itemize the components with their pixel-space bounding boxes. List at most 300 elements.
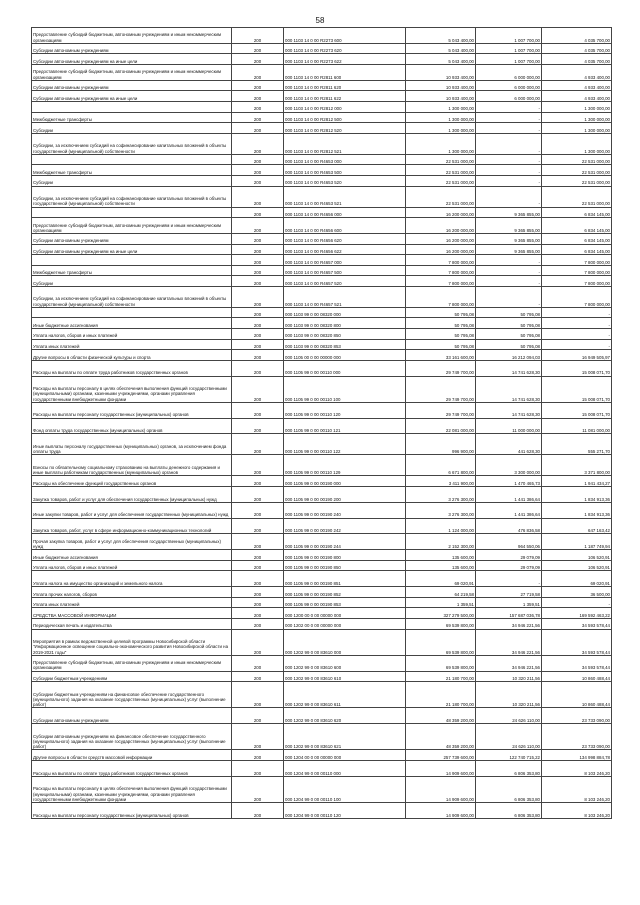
executed-amount-cell: - bbox=[476, 186, 542, 207]
remaining-amount-cell: 6 834 145,00 bbox=[542, 244, 612, 255]
executed-amount-cell: - bbox=[476, 112, 542, 123]
table-row bbox=[32, 760, 612, 776]
approved-amount-cell: 7 800 000,00 bbox=[406, 255, 476, 266]
classification-code-cell: 000 1202 99 0 00 83610 610 bbox=[284, 671, 406, 682]
expense-name-cell: Уплата налога на имущество организаций и земельного налога bbox=[32, 571, 232, 587]
approved-amount-cell: 1 359,51 bbox=[406, 597, 476, 608]
executed-amount-cell: 11 000 000,00 bbox=[476, 418, 542, 434]
table-row bbox=[32, 133, 612, 154]
table-row bbox=[32, 339, 612, 350]
remaining-amount-cell: - bbox=[542, 307, 612, 318]
approved-amount-cell: 69 539 800,00 bbox=[406, 655, 476, 671]
approved-amount-cell: 14 909 600,00 bbox=[406, 802, 476, 818]
ved-code-cell: 200 bbox=[232, 571, 284, 587]
remaining-amount-cell: 6 834 145,00 bbox=[542, 207, 612, 218]
expense-name-cell bbox=[32, 255, 232, 266]
expense-name-cell: Периодическая печать и издательства bbox=[32, 618, 232, 629]
approved-amount-cell: 5 043 400,00 bbox=[406, 54, 476, 65]
expense-name-cell: Межбюджетные трансферты bbox=[32, 265, 232, 276]
approved-amount-cell: 16 200 000,00 bbox=[406, 218, 476, 234]
ved-code-cell: 200 bbox=[232, 218, 284, 234]
approved-amount-cell: 7 800 000,00 bbox=[406, 276, 476, 287]
expense-name-cell: Субсидии бюджетным учреждениям на финансовое обеспечение государственного (муниципального) задания на оказание государственных (муниципальных) услуг (выполнение работ) bbox=[32, 682, 232, 708]
approved-amount-cell: 10 933 400,00 bbox=[406, 91, 476, 102]
remaining-amount-cell: - bbox=[542, 597, 612, 608]
remaining-amount-cell: 7 800 000,00 bbox=[542, 286, 612, 307]
ved-code-cell: 200 bbox=[232, 629, 284, 655]
table-row bbox=[32, 233, 612, 244]
expense-name-cell: Уплата прочих налогов, сборов bbox=[32, 587, 232, 598]
classification-code-cell: 000 1103 14 0 00 R4653 000 bbox=[284, 154, 406, 165]
ved-code-cell: 200 bbox=[232, 123, 284, 134]
classification-code-cell: 000 1204 99 0 00 00110 120 bbox=[284, 802, 406, 818]
executed-amount-cell: 476 836,58 bbox=[476, 518, 542, 534]
approved-amount-cell: 996 900,00 bbox=[406, 434, 476, 455]
classification-code-cell: 000 1105 99 0 00 00190 244 bbox=[284, 534, 406, 550]
table-row bbox=[32, 502, 612, 518]
table-row bbox=[32, 307, 612, 318]
approved-amount-cell: 135 600,00 bbox=[406, 550, 476, 561]
page-number: 58 bbox=[315, 16, 325, 25]
remaining-amount-cell: 15 008 071,70 bbox=[542, 402, 612, 418]
approved-amount-cell: 22 531 000,00 bbox=[406, 165, 476, 176]
ved-code-cell: 200 bbox=[232, 518, 284, 534]
remaining-amount-cell: 8 103 246,20 bbox=[542, 802, 612, 818]
approved-amount-cell: 29 749 700,00 bbox=[406, 402, 476, 418]
remaining-amount-cell: 10 860 488,44 bbox=[542, 671, 612, 682]
executed-amount-cell: 1 441 386,64 bbox=[476, 502, 542, 518]
table-row bbox=[32, 360, 612, 376]
classification-code-cell: 000 1202 99 0 00 83610 611 bbox=[284, 682, 406, 708]
remaining-amount-cell: 1 187 749,94 bbox=[542, 534, 612, 550]
expense-name-cell: Субсидии автономным учреждениям bbox=[32, 708, 232, 724]
classification-code-cell: 000 1103 14 0 00 R4657 500 bbox=[284, 265, 406, 276]
ved-code-cell: 200 bbox=[232, 724, 284, 750]
ved-code-cell: 200 bbox=[232, 101, 284, 112]
budget-table-body bbox=[32, 28, 612, 819]
remaining-amount-cell: 7 800 000,00 bbox=[542, 276, 612, 287]
classification-code-cell: 000 1105 99 0 00 00190 240 bbox=[284, 502, 406, 518]
approved-amount-cell: 10 933 400,00 bbox=[406, 64, 476, 80]
table-row bbox=[32, 101, 612, 112]
classification-code-cell: 000 1103 14 0 00 R2812 000 bbox=[284, 101, 406, 112]
remaining-amount-cell: 7 800 000,00 bbox=[542, 255, 612, 266]
expense-name-cell: Расходы на выплаты персоналу государственных (муниципальных) органов bbox=[32, 402, 232, 418]
executed-amount-cell: 1 007 700,00 bbox=[476, 28, 542, 44]
executed-amount-cell: 1 441 386,64 bbox=[476, 487, 542, 503]
expense-name-cell: Расходы на выплаты персоналу в целях обеспечения выполнения функций государственными (муниципальными) органами, казенными учреждениями, органами управления государственными внебюджетными фондами bbox=[32, 376, 232, 402]
table-row bbox=[32, 276, 612, 287]
executed-amount-cell: 16 212 094,03 bbox=[476, 350, 542, 361]
remaining-amount-cell: 106 520,91 bbox=[542, 550, 612, 561]
classification-code-cell: 000 1103 14 0 00 R4656 620 bbox=[284, 233, 406, 244]
approved-amount-cell: 14 909 600,00 bbox=[406, 776, 476, 802]
ved-code-cell: 200 bbox=[232, 318, 284, 329]
classification-code-cell: 000 1105 99 0 00 00190 851 bbox=[284, 571, 406, 587]
ved-code-cell: 200 bbox=[232, 91, 284, 102]
approved-amount-cell: 16 200 000,00 bbox=[406, 207, 476, 218]
ved-code-cell: 200 bbox=[232, 534, 284, 550]
expense-name-cell: Субсидии автономным учреждениям bbox=[32, 233, 232, 244]
remaining-amount-cell: 1 834 913,36 bbox=[542, 487, 612, 503]
table-row bbox=[32, 350, 612, 361]
executed-amount-cell: 964 550,06 bbox=[476, 534, 542, 550]
remaining-amount-cell: 34 593 578,44 bbox=[542, 655, 612, 671]
expense-name-cell: Межбюджетные трансферты bbox=[32, 165, 232, 176]
expense-name-cell: Расходы на выплаты персоналу государственных (муниципальных) органов bbox=[32, 802, 232, 818]
classification-code-cell: 000 1103 14 0 00 R2812 521 bbox=[284, 133, 406, 154]
classification-code-cell: 000 1103 14 0 00 R4656 600 bbox=[284, 218, 406, 234]
table-row bbox=[32, 682, 612, 708]
classification-code-cell: 000 1103 14 0 00 R2273 600 bbox=[284, 28, 406, 44]
remaining-amount-cell: 8 103 246,20 bbox=[542, 776, 612, 802]
ved-code-cell: 200 bbox=[232, 28, 284, 44]
remaining-amount-cell: 1 300 000,00 bbox=[542, 133, 612, 154]
approved-amount-cell: 16 200 000,00 bbox=[406, 233, 476, 244]
ved-code-cell: 200 bbox=[232, 276, 284, 287]
table-row bbox=[32, 218, 612, 234]
remaining-amount-cell: 4 933 400,00 bbox=[542, 64, 612, 80]
approved-amount-cell: 327 279 500,00 bbox=[406, 608, 476, 619]
ved-code-cell: 200 bbox=[232, 550, 284, 561]
executed-amount-cell: 29 079,09 bbox=[476, 560, 542, 571]
remaining-amount-cell: 11 081 000,00 bbox=[542, 418, 612, 434]
classification-code-cell: 000 1103 14 0 00 R2273 620 bbox=[284, 43, 406, 54]
classification-code-cell: 000 1105 99 0 00 00110 121 bbox=[284, 418, 406, 434]
executed-amount-cell: 1 470 465,73 bbox=[476, 476, 542, 487]
table-row bbox=[32, 165, 612, 176]
ved-code-cell: 200 bbox=[232, 80, 284, 91]
ved-code-cell: 200 bbox=[232, 587, 284, 598]
expense-name-cell: Закупка товаров, работ и услуг для обеспечения государственных (муниципальных) нужд bbox=[32, 487, 232, 503]
ved-code-cell: 200 bbox=[232, 244, 284, 255]
table-row bbox=[32, 518, 612, 534]
executed-amount-cell: 14 741 628,30 bbox=[476, 402, 542, 418]
expense-name-cell bbox=[32, 154, 232, 165]
executed-amount-cell: 10 320 211,56 bbox=[476, 682, 542, 708]
classification-code-cell: 000 1103 99 0 00 08320 000 bbox=[284, 307, 406, 318]
table-row bbox=[32, 91, 612, 102]
table-row bbox=[32, 618, 612, 629]
remaining-amount-cell: 15 008 071,70 bbox=[542, 360, 612, 376]
classification-code-cell: 000 1103 14 0 00 R4656 000 bbox=[284, 207, 406, 218]
remaining-amount-cell: 4 035 700,00 bbox=[542, 43, 612, 54]
expense-name-cell: Иные выплаты персоналу государственных (муниципальных) органов, за исключением фонда оплаты труда bbox=[32, 434, 232, 455]
classification-code-cell: 000 1105 99 0 00 00190 242 bbox=[284, 518, 406, 534]
table-row bbox=[32, 476, 612, 487]
approved-amount-cell: 257 739 600,00 bbox=[406, 750, 476, 761]
approved-amount-cell: 5 043 400,00 bbox=[406, 43, 476, 54]
ved-code-cell: 200 bbox=[232, 339, 284, 350]
executed-amount-cell: 10 320 211,56 bbox=[476, 671, 542, 682]
remaining-amount-cell: 4 035 700,00 bbox=[542, 54, 612, 65]
table-row bbox=[32, 550, 612, 561]
executed-amount-cell: - bbox=[476, 175, 542, 186]
executed-amount-cell: 1 007 700,00 bbox=[476, 54, 542, 65]
executed-amount-cell: 50 795,08 bbox=[476, 307, 542, 318]
expense-name-cell: Субсидии, за исключением субсидий на софинансирование капитальных вложений в объекты государственной (муниципальной) собственности bbox=[32, 186, 232, 207]
ved-code-cell: 200 bbox=[232, 418, 284, 434]
classification-code-cell: 000 1105 99 0 00 00190 800 bbox=[284, 550, 406, 561]
expense-name-cell: Субсидии, за исключением субсидий на софинансирование капитальных вложений в объекты государственной (муниципальной) собственности bbox=[32, 133, 232, 154]
remaining-amount-cell: 6 834 145,00 bbox=[542, 233, 612, 244]
classification-code-cell: 000 1105 99 0 00 00110 129 bbox=[284, 455, 406, 476]
classification-code-cell: 000 1103 14 0 00 R4657 520 bbox=[284, 276, 406, 287]
table-row bbox=[32, 186, 612, 207]
table-row bbox=[32, 154, 612, 165]
remaining-amount-cell: 23 733 090,00 bbox=[542, 708, 612, 724]
expense-name-cell bbox=[32, 101, 232, 112]
ved-code-cell: 200 bbox=[232, 376, 284, 402]
expense-name-cell: Субсидии автономным учреждениям на иные цели bbox=[32, 244, 232, 255]
ved-code-cell: 200 bbox=[232, 154, 284, 165]
remaining-amount-cell: 4 035 700,00 bbox=[542, 28, 612, 44]
table-row bbox=[32, 560, 612, 571]
approved-amount-cell: 1 300 000,00 bbox=[406, 112, 476, 123]
ved-code-cell: 200 bbox=[232, 207, 284, 218]
table-row bbox=[32, 286, 612, 307]
classification-code-cell: 000 1105 99 0 00 00110 122 bbox=[284, 434, 406, 455]
table-row bbox=[32, 318, 612, 329]
executed-amount-cell: 34 946 221,56 bbox=[476, 618, 542, 629]
table-row bbox=[32, 54, 612, 65]
ved-code-cell: 200 bbox=[232, 708, 284, 724]
classification-code-cell: 000 1103 14 0 00 R2273 622 bbox=[284, 54, 406, 65]
remaining-amount-cell: 1 941 434,27 bbox=[542, 476, 612, 487]
classification-code-cell: 000 1103 14 0 00 R2812 520 bbox=[284, 123, 406, 134]
classification-code-cell: 000 1105 99 0 00 00190 853 bbox=[284, 597, 406, 608]
approved-amount-cell: 3 411 900,00 bbox=[406, 476, 476, 487]
expense-name-cell: Расходы на обеспечение функций государственных органов bbox=[32, 476, 232, 487]
expense-name-cell: СРЕДСТВА МАССОВОЙ ИНФОРМАЦИИ bbox=[32, 608, 232, 619]
expense-name-cell: Уплата иных платежей bbox=[32, 339, 232, 350]
executed-amount-cell: 14 741 628,30 bbox=[476, 360, 542, 376]
expense-name-cell: Субсидии, за исключением субсидий на софинансирование капитальных вложений в объекты государственной (муниципальной) собственности bbox=[32, 286, 232, 307]
remaining-amount-cell: 16 949 505,97 bbox=[542, 350, 612, 361]
ved-code-cell: 200 bbox=[232, 597, 284, 608]
executed-amount-cell: 9 365 855,00 bbox=[476, 218, 542, 234]
expense-name-cell: Субсидии бюджетным учреждениям bbox=[32, 671, 232, 682]
ved-code-cell: 200 bbox=[232, 350, 284, 361]
table-row bbox=[32, 587, 612, 598]
table-row bbox=[32, 175, 612, 186]
executed-amount-cell: - bbox=[476, 276, 542, 287]
ved-code-cell: 200 bbox=[232, 360, 284, 376]
executed-amount-cell: 6 000 000,00 bbox=[476, 80, 542, 91]
executed-amount-cell: - bbox=[476, 123, 542, 134]
ved-code-cell: 200 bbox=[232, 265, 284, 276]
executed-amount-cell: 24 626 110,00 bbox=[476, 724, 542, 750]
approved-amount-cell: 48 359 200,00 bbox=[406, 724, 476, 750]
remaining-amount-cell: 22 531 000,00 bbox=[542, 154, 612, 165]
ved-code-cell: 200 bbox=[232, 455, 284, 476]
table-row bbox=[32, 571, 612, 587]
table-row bbox=[32, 455, 612, 476]
ved-code-cell: 200 bbox=[232, 682, 284, 708]
approved-amount-cell: 1 300 000,00 bbox=[406, 101, 476, 112]
expense-name-cell: Закупка товаров, работ, услуг в сфере информационно-коммуникационных технологий bbox=[32, 518, 232, 534]
executed-amount-cell: 6 000 000,00 bbox=[476, 64, 542, 80]
classification-code-cell: 000 1103 99 0 00 08320 850 bbox=[284, 329, 406, 340]
classification-code-cell: 000 1103 14 0 00 R2811 622 bbox=[284, 91, 406, 102]
remaining-amount-cell: 7 800 000,00 bbox=[542, 265, 612, 276]
classification-code-cell: 000 1105 99 0 00 00110 120 bbox=[284, 402, 406, 418]
expense-name-cell: Субсидии автономным учреждениям на иные цели bbox=[32, 91, 232, 102]
remaining-amount-cell: 555 271,70 bbox=[542, 434, 612, 455]
classification-code-cell: 000 1105 99 0 00 00190 200 bbox=[284, 487, 406, 503]
remaining-amount-cell: 10 860 488,44 bbox=[542, 682, 612, 708]
classification-code-cell: 000 1204 00 0 00 00000 000 bbox=[284, 750, 406, 761]
executed-amount-cell: 27 719,58 bbox=[476, 587, 542, 598]
table-row bbox=[32, 64, 612, 80]
approved-amount-cell: 69 539 800,00 bbox=[406, 629, 476, 655]
approved-amount-cell: 7 800 000,00 bbox=[406, 265, 476, 276]
remaining-amount-cell: - bbox=[542, 329, 612, 340]
table-row bbox=[32, 329, 612, 340]
remaining-amount-cell: 4 933 400,00 bbox=[542, 80, 612, 91]
ved-code-cell: 200 bbox=[232, 750, 284, 761]
expense-name-cell: Расходы на выплаты персоналу в целях обеспечения выполнения функций государственными (муниципальными) органами, казенными учреждениями, органами управления государственными внебюджетными фондами bbox=[32, 776, 232, 802]
classification-code-cell: 000 1200 00 0 00 00000 000 bbox=[284, 608, 406, 619]
executed-amount-cell: 50 795,08 bbox=[476, 329, 542, 340]
executed-amount-cell: 6 806 353,80 bbox=[476, 760, 542, 776]
executed-amount-cell: - bbox=[476, 265, 542, 276]
table-row bbox=[32, 671, 612, 682]
remaining-amount-cell: 1 834 913,36 bbox=[542, 502, 612, 518]
expense-name-cell: Субсидии bbox=[32, 276, 232, 287]
executed-amount-cell: 9 365 855,00 bbox=[476, 207, 542, 218]
table-row bbox=[32, 418, 612, 434]
approved-amount-cell: 135 600,00 bbox=[406, 560, 476, 571]
expense-name-cell: Иные закупки товаров, работ и услуг для обеспечения государственных (муниципальных) нужд bbox=[32, 502, 232, 518]
expense-name-cell: Предоставление субсидий бюджетным, автономным учреждениям и иным некоммерческим организациям bbox=[32, 218, 232, 234]
executed-amount-cell: 9 365 855,00 bbox=[476, 233, 542, 244]
approved-amount-cell: 21 180 700,00 bbox=[406, 682, 476, 708]
classification-code-cell: 000 1103 14 0 00 R4653 520 bbox=[284, 175, 406, 186]
executed-amount-cell: - bbox=[476, 255, 542, 266]
remaining-amount-cell: 1 300 000,00 bbox=[542, 123, 612, 134]
executed-amount-cell: - bbox=[476, 154, 542, 165]
approved-amount-cell: 22 531 000,00 bbox=[406, 154, 476, 165]
approved-amount-cell: 21 180 700,00 bbox=[406, 671, 476, 682]
remaining-amount-cell: 134 998 884,78 bbox=[542, 750, 612, 761]
remaining-amount-cell: 106 520,91 bbox=[542, 560, 612, 571]
approved-amount-cell: 50 795,08 bbox=[406, 307, 476, 318]
ved-code-cell: 200 bbox=[232, 307, 284, 318]
ved-code-cell: 200 bbox=[232, 255, 284, 266]
approved-amount-cell: 14 909 600,00 bbox=[406, 760, 476, 776]
ved-code-cell: 200 bbox=[232, 655, 284, 671]
remaining-amount-cell: 69 020,91 bbox=[542, 571, 612, 587]
approved-amount-cell: 1 300 000,00 bbox=[406, 133, 476, 154]
expense-name-cell: Субсидии bbox=[32, 175, 232, 186]
approved-amount-cell: 6 671 800,00 bbox=[406, 455, 476, 476]
budget-table bbox=[31, 27, 612, 819]
ved-code-cell: 200 bbox=[232, 434, 284, 455]
table-row bbox=[32, 597, 612, 608]
remaining-amount-cell: 22 531 000,00 bbox=[542, 165, 612, 176]
table-row bbox=[32, 112, 612, 123]
classification-code-cell: 000 1105 99 0 00 00190 000 bbox=[284, 476, 406, 487]
executed-amount-cell: - bbox=[476, 286, 542, 307]
approved-amount-cell: 7 800 000,00 bbox=[406, 286, 476, 307]
executed-amount-cell: 6 806 353,80 bbox=[476, 776, 542, 802]
remaining-amount-cell: 23 733 090,00 bbox=[542, 724, 612, 750]
classification-code-cell: 000 1202 99 0 00 83610 621 bbox=[284, 724, 406, 750]
ved-code-cell: 200 bbox=[232, 608, 284, 619]
classification-code-cell: 000 1105 99 0 00 00110 000 bbox=[284, 360, 406, 376]
table-row bbox=[32, 434, 612, 455]
ved-code-cell: 200 bbox=[232, 329, 284, 340]
classification-code-cell: 000 1204 99 0 00 00110 100 bbox=[284, 776, 406, 802]
classification-code-cell: 000 1103 14 0 00 R4657 521 bbox=[284, 286, 406, 307]
table-row bbox=[32, 28, 612, 44]
executed-amount-cell: 6 806 353,80 bbox=[476, 802, 542, 818]
executed-amount-cell: 1 359,51 bbox=[476, 597, 542, 608]
approved-amount-cell: 16 200 000,00 bbox=[406, 244, 476, 255]
classification-code-cell: 000 1103 14 0 00 R4653 500 bbox=[284, 165, 406, 176]
approved-amount-cell: 33 161 600,00 bbox=[406, 350, 476, 361]
ved-code-cell: 200 bbox=[232, 487, 284, 503]
ved-code-cell: 200 bbox=[232, 133, 284, 154]
classification-code-cell: 000 1103 14 0 00 R4657 000 bbox=[284, 255, 406, 266]
remaining-amount-cell: 8 103 246,20 bbox=[542, 760, 612, 776]
executed-amount-cell: - bbox=[476, 133, 542, 154]
table-row bbox=[32, 608, 612, 619]
expense-name-cell: Субсидии автономным учреждениям на иные цели bbox=[32, 54, 232, 65]
approved-amount-cell: 1 124 000,00 bbox=[406, 518, 476, 534]
expense-name-cell: Взносы по обязательному социальному страхованию на выплаты денежного содержания и иные выплаты работникам государственных (муниципальных) органов bbox=[32, 455, 232, 476]
table-row bbox=[32, 255, 612, 266]
classification-code-cell: 000 1103 99 0 00 08320 800 bbox=[284, 318, 406, 329]
expense-name-cell: Уплата налогов, сборов и иных платежей bbox=[32, 329, 232, 340]
approved-amount-cell: 29 749 700,00 bbox=[406, 376, 476, 402]
executed-amount-cell: 34 946 221,56 bbox=[476, 629, 542, 655]
ved-code-cell: 200 bbox=[232, 233, 284, 244]
table-row bbox=[32, 750, 612, 761]
expense-name-cell: Предоставление субсидий бюджетным, автономным учреждениям и иным некоммерческим организациям bbox=[32, 28, 232, 44]
ved-code-cell: 200 bbox=[232, 802, 284, 818]
expense-name-cell: Уплата налогов, сборов и иных платежей bbox=[32, 560, 232, 571]
table-row bbox=[32, 776, 612, 802]
ved-code-cell: 200 bbox=[232, 165, 284, 176]
approved-amount-cell: 2 152 300,00 bbox=[406, 534, 476, 550]
ved-code-cell: 200 bbox=[232, 502, 284, 518]
executed-amount-cell: - bbox=[476, 571, 542, 587]
approved-amount-cell: 22 531 000,00 bbox=[406, 175, 476, 186]
expense-name-cell bbox=[32, 307, 232, 318]
classification-code-cell: 000 1202 99 0 00 83610 600 bbox=[284, 655, 406, 671]
table-row bbox=[32, 43, 612, 54]
remaining-amount-cell: - bbox=[542, 339, 612, 350]
table-row bbox=[32, 402, 612, 418]
table-row bbox=[32, 487, 612, 503]
classification-code-cell: 000 1202 99 0 00 83610 620 bbox=[284, 708, 406, 724]
executed-amount-cell: 441 628,30 bbox=[476, 434, 542, 455]
classification-code-cell: 000 1103 99 0 00 08320 853 bbox=[284, 339, 406, 350]
expense-name-cell: Мероприятия в рамках ведомственной целевой программы Новосибирской области "Информационное освещение социально-экономического развития Новосибирской области на 2019-2021 годы" bbox=[32, 629, 232, 655]
approved-amount-cell: 48 359 200,00 bbox=[406, 708, 476, 724]
ved-code-cell: 200 bbox=[232, 112, 284, 123]
executed-amount-cell: 122 740 715,22 bbox=[476, 750, 542, 761]
table-row bbox=[32, 534, 612, 550]
executed-amount-cell: 6 000 000,00 bbox=[476, 91, 542, 102]
table-row bbox=[32, 655, 612, 671]
expense-name-cell: Субсидии bbox=[32, 123, 232, 134]
approved-amount-cell: 1 300 000,00 bbox=[406, 123, 476, 134]
table-row bbox=[32, 724, 612, 750]
approved-amount-cell: 3 276 300,00 bbox=[406, 487, 476, 503]
